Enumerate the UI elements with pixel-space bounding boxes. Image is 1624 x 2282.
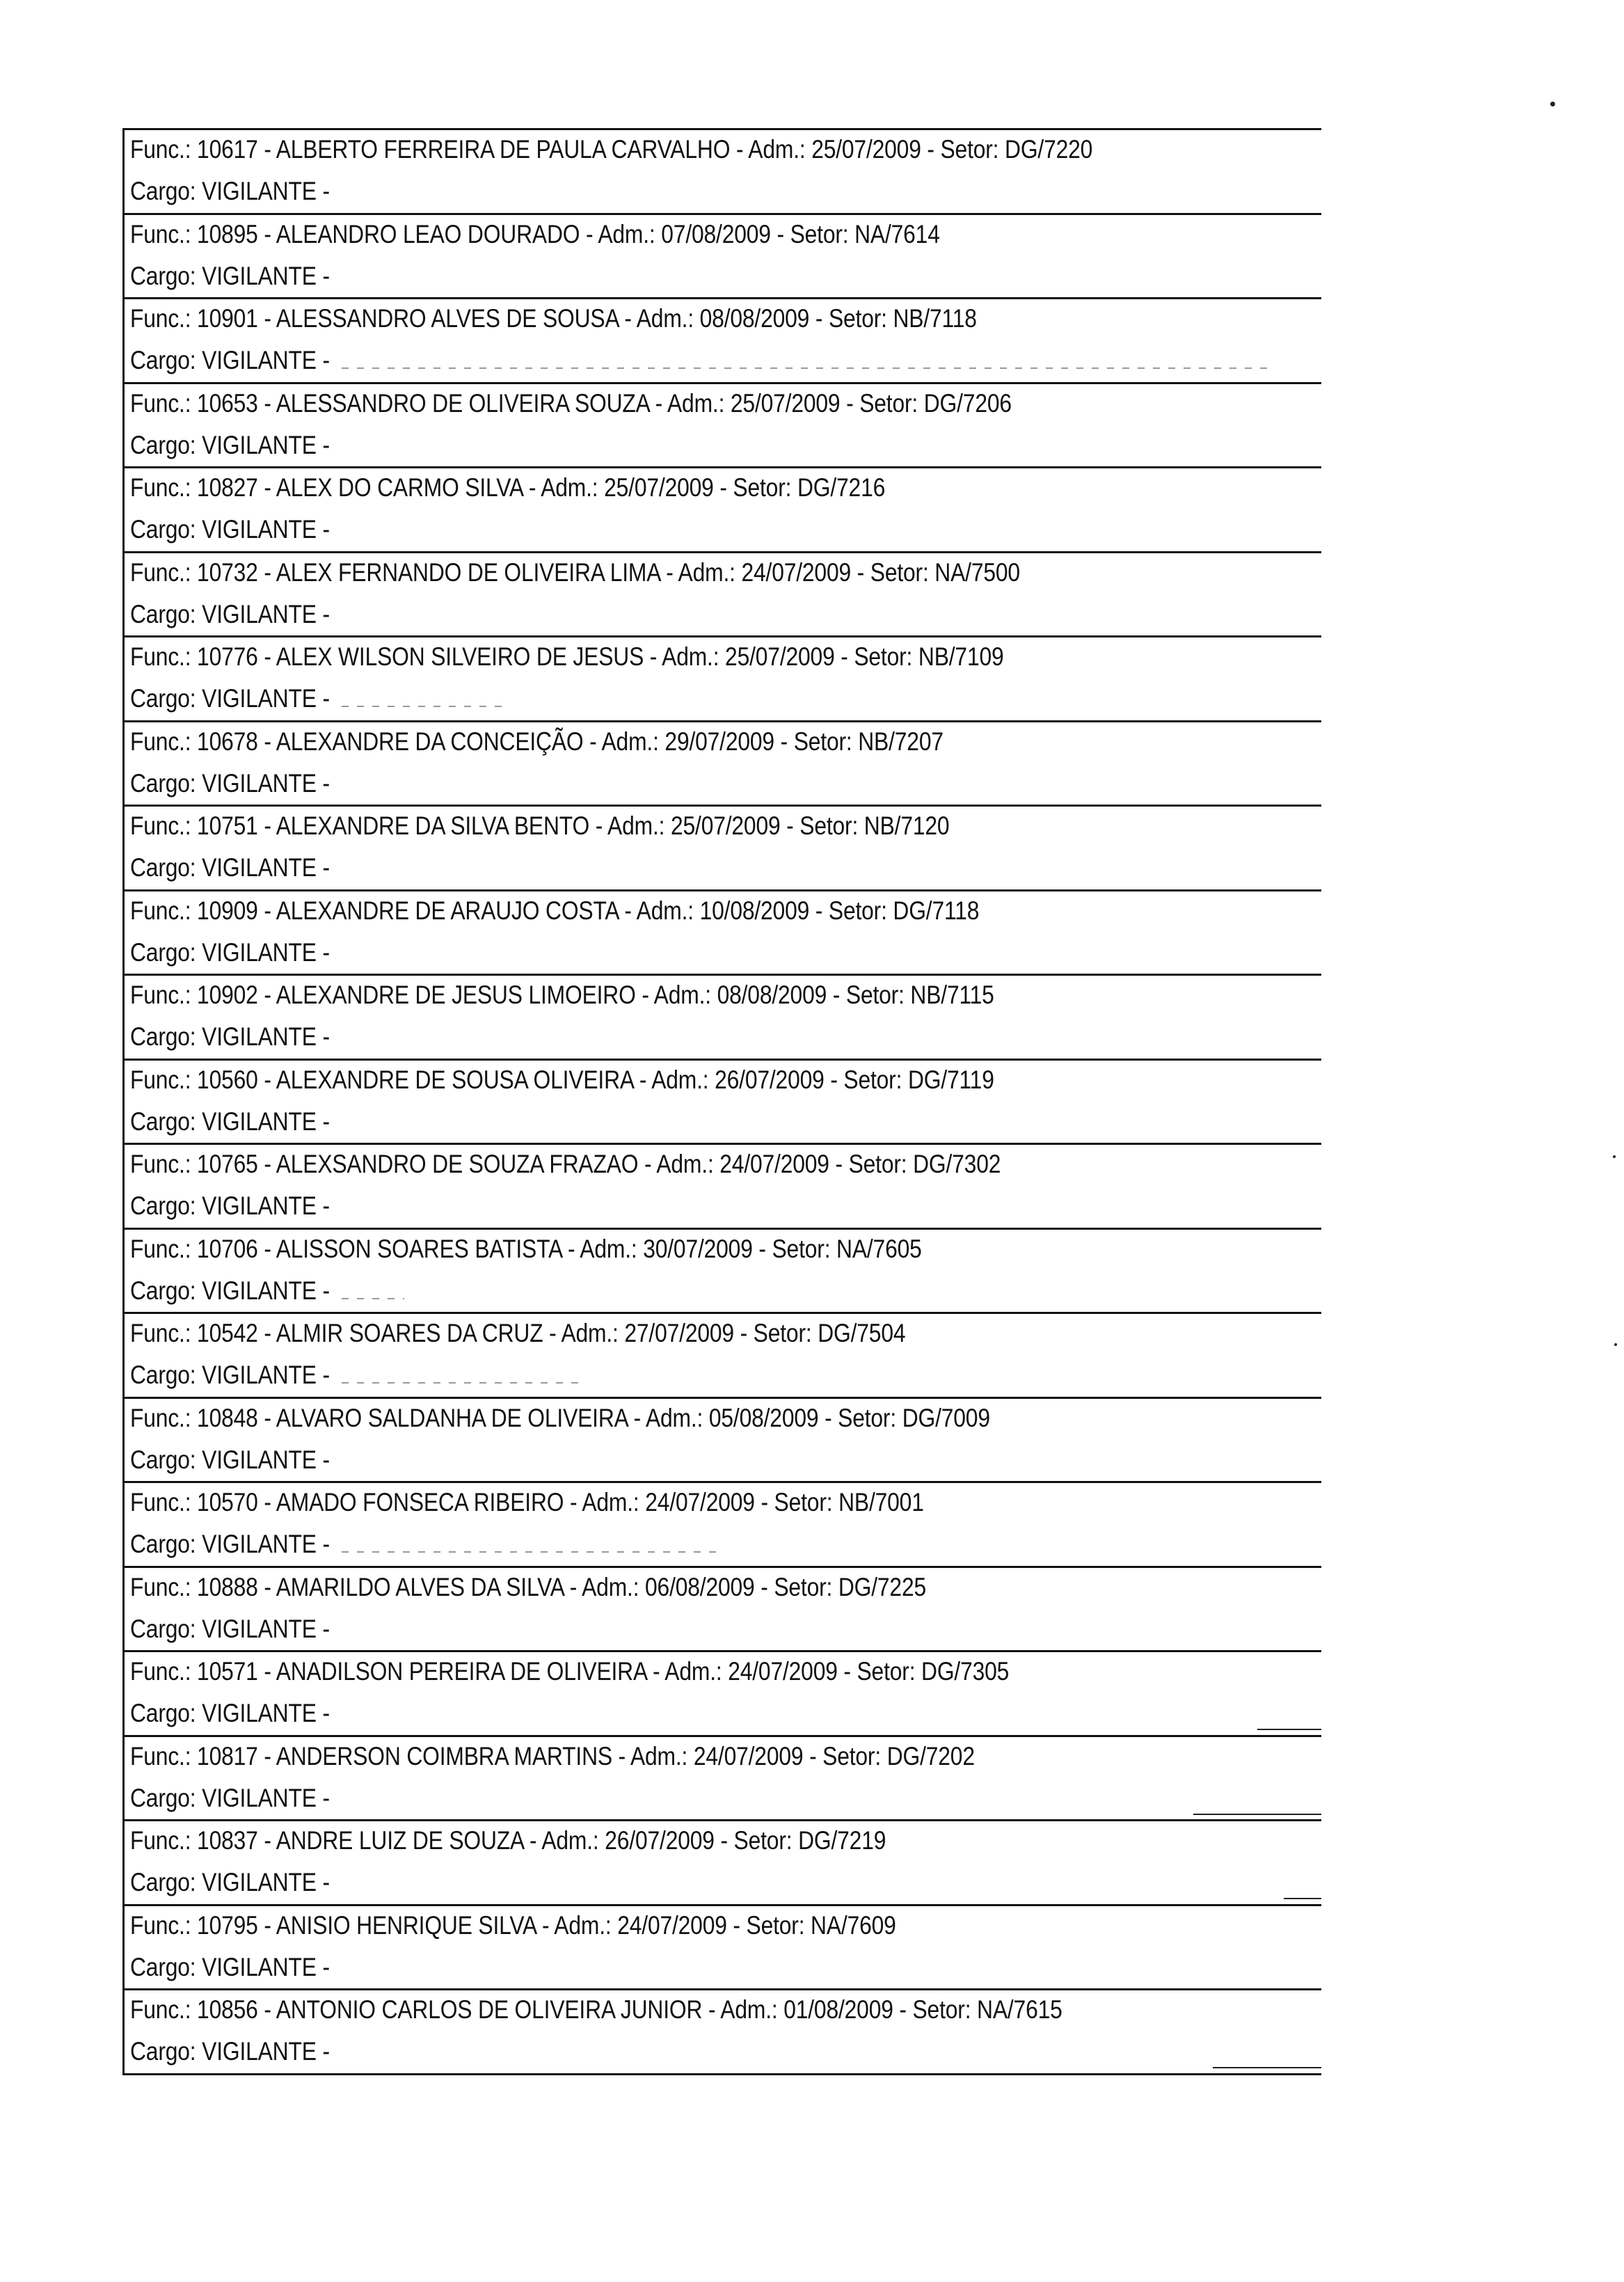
employee-func-line: Func.: 10571 - ANADILSON PEREIRA DE OLIVEIRA - Adm.: 24/07/2009 - Setor: DG/7305 (130, 1657, 1010, 1686)
employee-record (125, 1737, 1321, 1822)
employee-cargo-line: Cargo: VIGILANTE - (130, 346, 330, 374)
employee-cargo-line: Cargo: VIGILANTE - (130, 768, 330, 798)
employee-cargo-line: Cargo: VIGILANTE - (130, 599, 330, 628)
employee-record (125, 892, 1321, 976)
employee-record (125, 722, 1321, 807)
employee-cargo-line: Cargo: VIGILANTE - (130, 515, 330, 544)
employee-record (125, 1145, 1321, 1230)
employee-record (125, 384, 1321, 469)
employee-record (125, 1990, 1321, 2075)
scan-noise (342, 1551, 717, 1553)
employee-cargo-line: Cargo: VIGILANTE - (130, 1614, 330, 1643)
employee-func-line: Func.: 10570 - AMADO FONSECA RIBEIRO - Adm.: 24/07/2009 - Setor: NB/7001 (130, 1488, 924, 1516)
employee-func-line: Func.: 10653 - ALESSANDRO DE OLIVEIRA SOUZA - Adm.: 25/07/2009 - Setor: DG/7206 (130, 388, 1012, 418)
employee-record (125, 1906, 1321, 1991)
employee-cargo-line: Cargo: VIGILANTE - (130, 177, 330, 205)
employee-func-line: Func.: 10895 - ALEANDRO LEAO DOURADO - Adm.: 07/08/2009 - Setor: NA/7614 (130, 219, 940, 248)
employee-cargo-line: Cargo: VIGILANTE - (130, 1361, 330, 1389)
employee-record (125, 1652, 1321, 1737)
scan-speck (1550, 102, 1555, 106)
scan-noise (342, 1298, 404, 1299)
employee-cargo-line: Cargo: VIGILANTE - (130, 937, 330, 967)
employee-func-line: Func.: 10888 - AMARILDO ALVES DA SILVA - Adm.: 06/08/2009 - Setor: DG/7225 (130, 1572, 927, 1601)
employee-listing (122, 128, 1321, 2075)
employee-record (125, 299, 1321, 384)
employee-cargo-line: Cargo: VIGILANTE - (130, 1530, 330, 1558)
employee-record (125, 1314, 1321, 1399)
employee-func-line: Func.: 10678 - ALEXANDRE DA CONCEIÇÃO - Adm.: 29/07/2009 - Setor: NB/7207 (130, 727, 944, 756)
employee-func-line: Func.: 10837 - ANDRE LUIZ DE SOUZA - Adm.: 26/07/2009 - Setor: DG/7219 (130, 1826, 886, 1855)
employee-record (125, 1061, 1321, 1146)
employee-func-line: Func.: 10560 - ALEXANDRE DE SOUSA OLIVEIRA - Adm.: 26/07/2009 - Setor: DG/7119 (130, 1065, 994, 1094)
employee-record (125, 130, 1321, 215)
employee-func-line: Func.: 10776 - ALEX WILSON SILVEIRO DE JESUS - Adm.: 25/07/2009 - Setor: NB/7109 (130, 642, 1004, 671)
signature-line (1257, 1729, 1321, 1730)
signature-line (1284, 1898, 1321, 1899)
employee-record (125, 1568, 1321, 1653)
employee-func-line: Func.: 10901 - ALESSANDRO ALVES DE SOUSA - Adm.: 08/08/2009 - Setor: NB/7118 (130, 304, 977, 333)
signature-line (1213, 2067, 1321, 2068)
employee-cargo-line: Cargo: VIGILANTE - (130, 684, 330, 713)
employee-cargo-line: Cargo: VIGILANTE - (130, 1699, 330, 1727)
employee-record (125, 637, 1321, 722)
scan-noise (342, 706, 509, 707)
employee-record (125, 1483, 1321, 1568)
signature-line (1193, 1814, 1321, 1815)
employee-record (125, 807, 1321, 892)
employee-record (125, 976, 1321, 1061)
employee-func-line: Func.: 10856 - ANTONIO CARLOS DE OLIVEIRA JUNIOR - Adm.: 01/08/2009 - Setor: NA/7615 (130, 1995, 1062, 2024)
employee-func-line: Func.: 10902 - ALEXANDRE DE JESUS LIMOEIRO - Adm.: 08/08/2009 - Setor: NB/7115 (130, 981, 994, 1009)
employee-cargo-line: Cargo: VIGILANTE - (130, 1022, 330, 1051)
employee-cargo-line: Cargo: VIGILANTE - (130, 1783, 330, 1812)
scan-noise (342, 1382, 578, 1384)
employee-func-line: Func.: 10827 - ALEX DO CARMO SILVA - Adm.: 25/07/2009 - Setor: DG/7216 (130, 473, 886, 502)
scan-speck (1614, 1343, 1617, 1346)
employee-cargo-line: Cargo: VIGILANTE - (130, 430, 330, 459)
employee-cargo-line: Cargo: VIGILANTE - (130, 1107, 330, 1136)
employee-func-line: Func.: 10751 - ALEXANDRE DA SILVA BENTO - Adm.: 25/07/2009 - Setor: NB/7120 (130, 811, 950, 840)
employee-cargo-line: Cargo: VIGILANTE - (130, 1952, 330, 1981)
employee-func-line: Func.: 10542 - ALMIR SOARES DA CRUZ - Adm.: 27/07/2009 - Setor: DG/7504 (130, 1319, 906, 1347)
employee-cargo-line: Cargo: VIGILANTE - (130, 1191, 330, 1220)
employee-func-line: Func.: 10765 - ALEXSANDRO DE SOUZA FRAZAO - Adm.: 24/07/2009 - Setor: DG/7302 (130, 1150, 1001, 1178)
employee-cargo-line: Cargo: VIGILANTE - (130, 1868, 330, 1896)
employee-cargo-line: Cargo: VIGILANTE - (130, 1445, 330, 1474)
employee-func-line: Func.: 10706 - ALISSON SOARES BATISTA - Adm.: 30/07/2009 - Setor: NA/7605 (130, 1234, 922, 1263)
employee-record (125, 1399, 1321, 1484)
employee-cargo-line: Cargo: VIGILANTE - (130, 2037, 330, 2066)
scan-speck (1613, 1155, 1616, 1158)
employee-func-line: Func.: 10732 - ALEX FERNANDO DE OLIVEIRA LIMA - Adm.: 24/07/2009 - Setor: NA/7500 (130, 557, 1020, 587)
employee-func-line: Func.: 10909 - ALEXANDRE DE ARAUJO COSTA - Adm.: 10/08/2009 - Setor: DG/7118 (130, 896, 980, 925)
employee-func-line: Func.: 10795 - ANISIO HENRIQUE SILVA - Adm.: 24/07/2009 - Setor: NA/7609 (130, 1910, 896, 1940)
employee-cargo-line: Cargo: VIGILANTE - (130, 1276, 330, 1305)
employee-func-line: Func.: 10848 - ALVARO SALDANHA DE OLIVEIRA - Adm.: 05/08/2009 - Setor: DG/7009 (130, 1403, 990, 1432)
employee-record (125, 1230, 1321, 1315)
employee-func-line: Func.: 10617 - ALBERTO FERREIRA DE PAULA CARVALHO - Adm.: 25/07/2009 - Setor: DG/7220 (130, 135, 1093, 164)
employee-record (125, 1821, 1321, 1906)
scan-noise (342, 367, 1274, 369)
employee-record (125, 468, 1321, 553)
employee-cargo-line: Cargo: VIGILANTE - (130, 853, 330, 882)
employee-cargo-line: Cargo: VIGILANTE - (130, 261, 330, 290)
employee-func-line: Func.: 10817 - ANDERSON COIMBRA MARTINS - Adm.: 24/07/2009 - Setor: DG/7202 (130, 1741, 975, 1770)
employee-record (125, 215, 1321, 300)
employee-record (125, 553, 1321, 638)
